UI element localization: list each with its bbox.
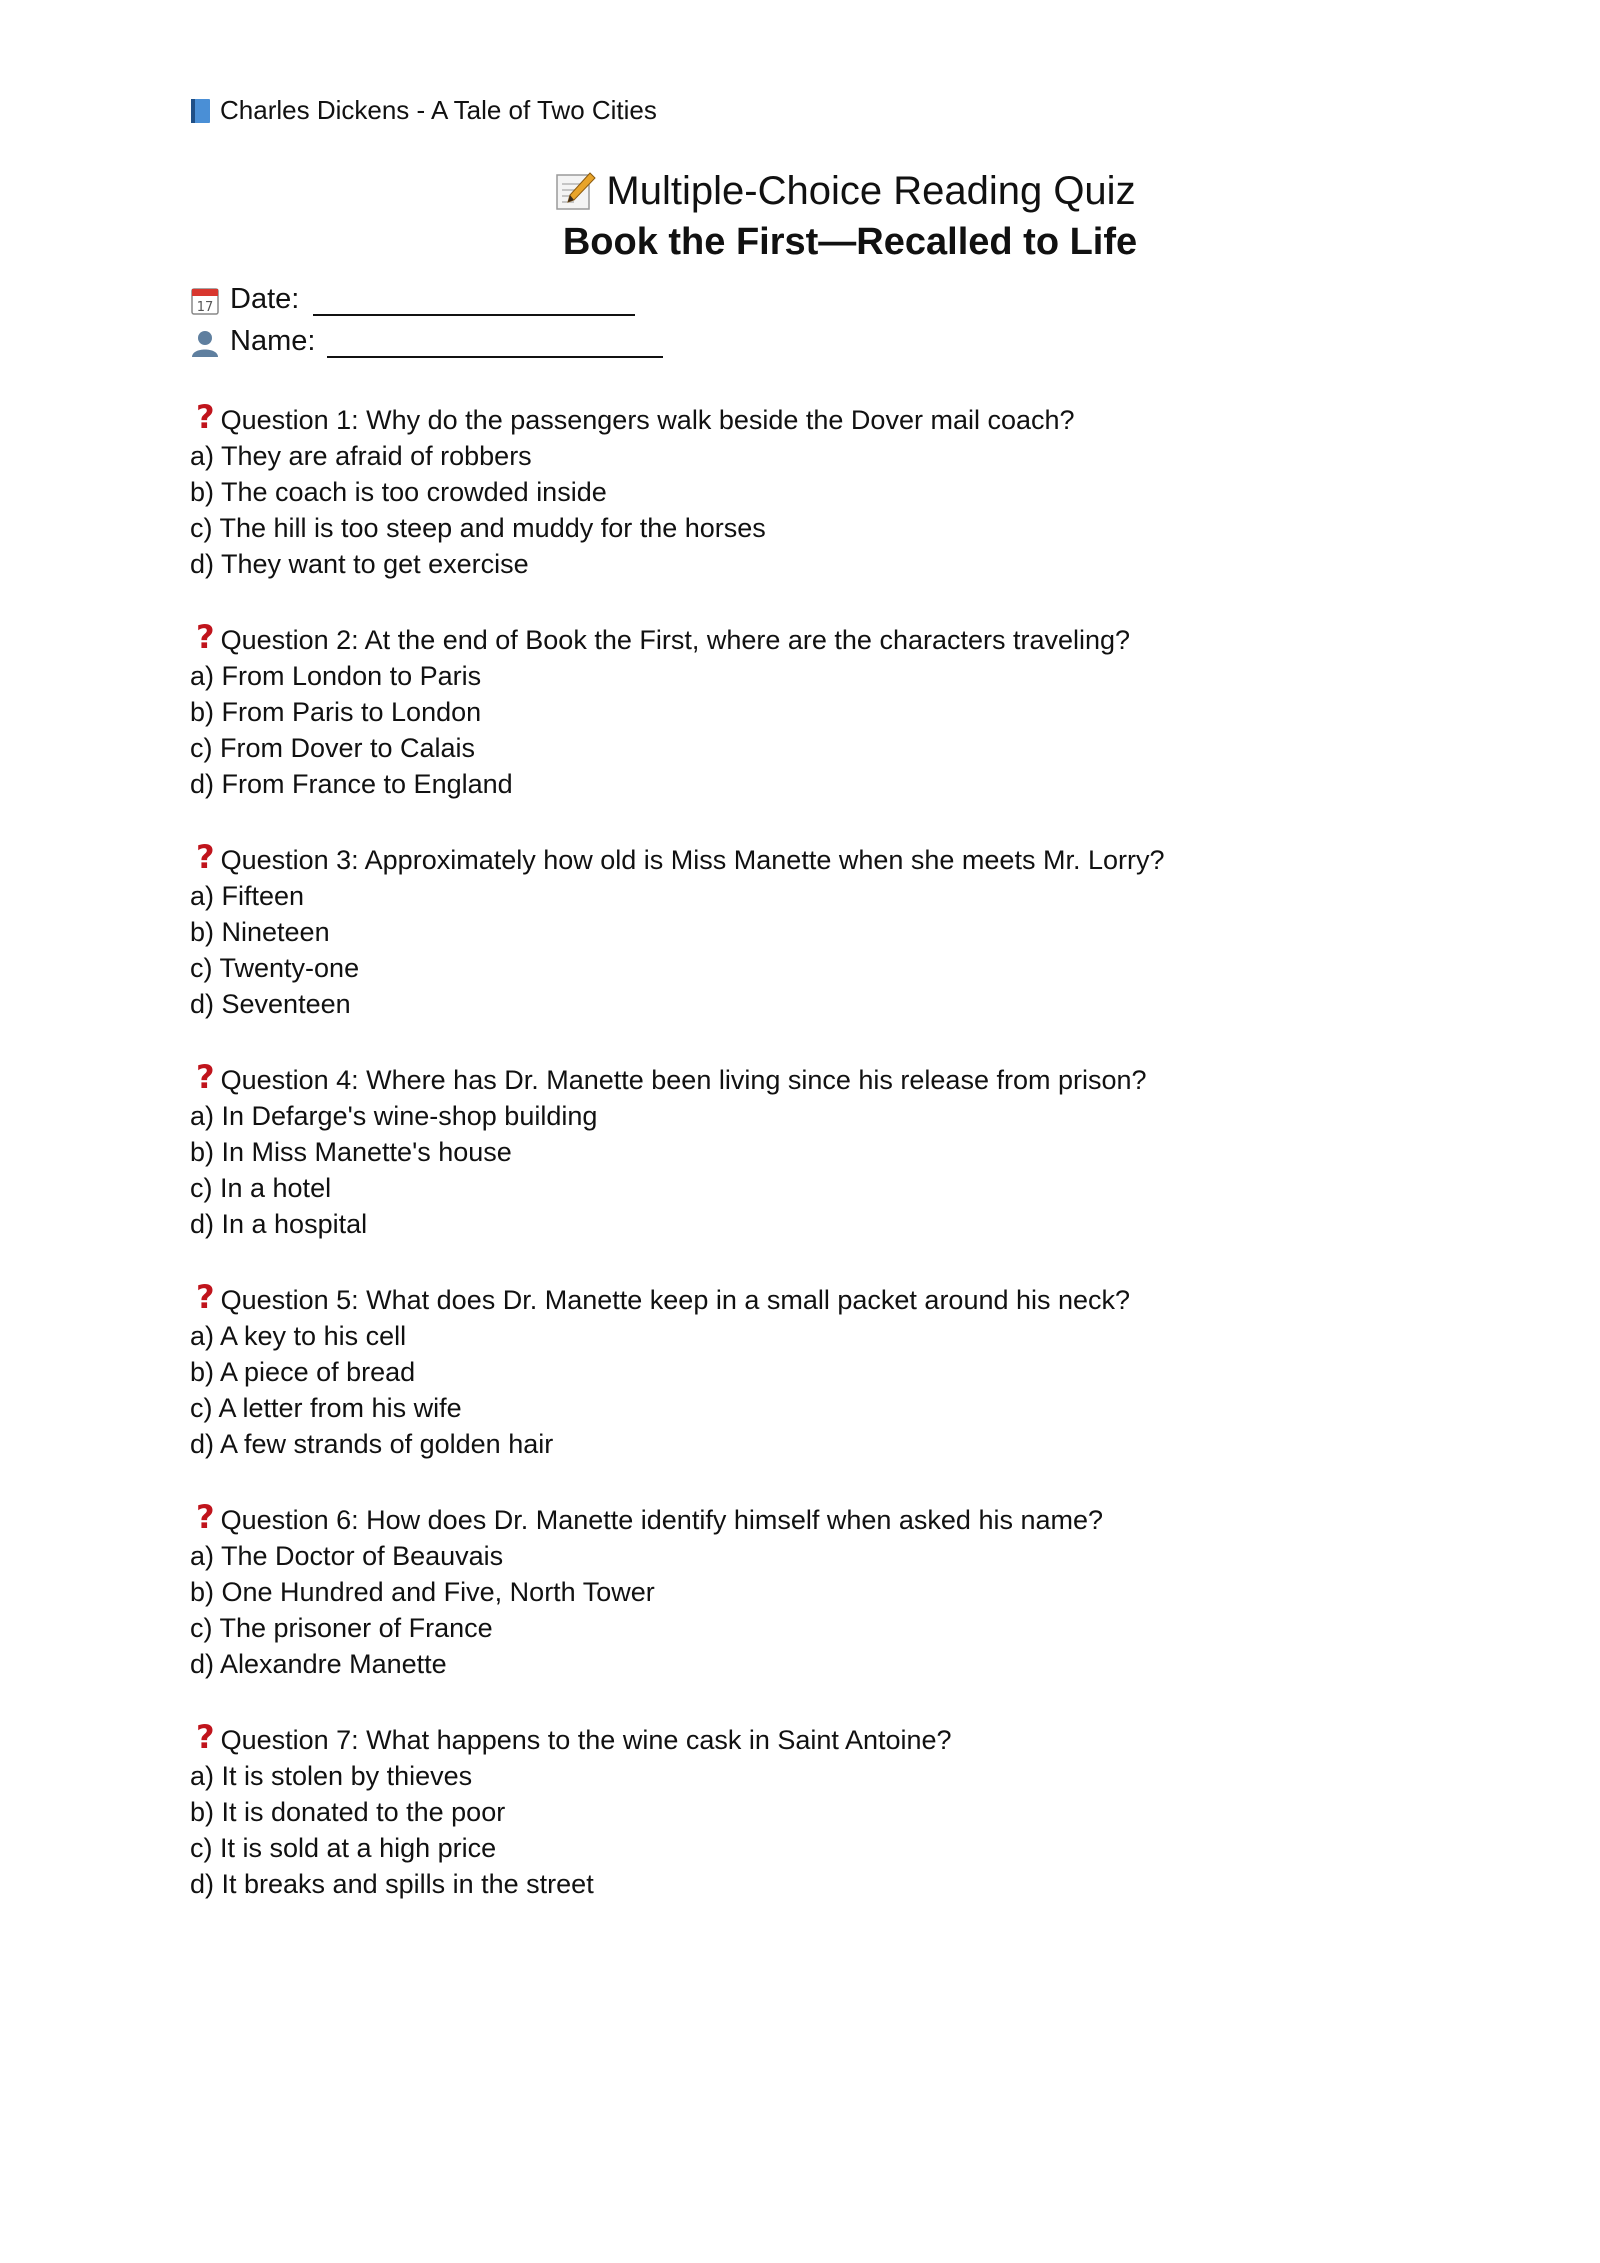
red-question-mark-icon: ? — [196, 1278, 215, 1316]
page-subtitle: Book the First—Recalled to Life — [562, 221, 1138, 263]
question-text: Question 7: What happens to the wine cask in Saint Antoine? — [220, 1725, 952, 1755]
answer-option[interactable]: a) In Defarge's wine-shop building — [190, 1101, 598, 1131]
date-label: Date: — [230, 283, 300, 315]
question-line — [190, 1718, 1440, 1758]
questions-list — [190, 398, 1440, 1942]
answer-option[interactable]: a) From London to Paris — [190, 661, 482, 691]
answer-option[interactable]: c) Twenty-one — [190, 953, 360, 983]
question-block — [190, 1718, 1440, 1942]
answer-option[interactable]: a) Fifteen — [190, 881, 305, 911]
answer-option[interactable]: d) A few strands of golden hair — [190, 1429, 554, 1459]
red-question-mark-icon: ? — [196, 838, 215, 876]
question-line — [190, 1498, 1440, 1538]
red-question-mark-icon: ? — [196, 1498, 215, 1536]
question-text: Question 5: What does Dr. Manette keep in a small packet around his neck? — [220, 1285, 1131, 1315]
answer-option[interactable]: d) Seventeen — [190, 989, 351, 1019]
answer-option[interactable]: a) The Doctor of Beauvais — [190, 1541, 504, 1571]
question-text: Question 1: Why do the passengers walk beside the Dover mail coach? — [220, 405, 1075, 435]
answer-option[interactable]: b) A piece of bread — [190, 1357, 416, 1387]
question-block — [190, 398, 1440, 622]
answer-option[interactable]: c) It is sold at a high price — [190, 1833, 497, 1863]
question-text: Question 6: How does Dr. Manette identify himself when asked his name? — [220, 1505, 1104, 1535]
red-question-mark-icon: ? — [196, 1718, 215, 1756]
red-question-mark-icon: ? — [196, 398, 215, 436]
question-block — [190, 838, 1440, 1062]
red-question-mark-icon: ? — [196, 618, 215, 656]
answer-option[interactable]: d) From France to England — [190, 769, 513, 799]
answer-option[interactable]: b) One Hundred and Five, North Tower — [190, 1577, 655, 1607]
answer-option[interactable]: c) A letter from his wife — [190, 1393, 462, 1423]
answer-option[interactable]: b) It is donated to the poor — [190, 1797, 506, 1827]
answer-option[interactable]: d) In a hospital — [190, 1209, 368, 1239]
name-field — [190, 325, 663, 358]
question-block — [190, 1498, 1440, 1722]
answer-option[interactable]: b) The coach is too crowded inside — [190, 477, 607, 507]
calendar-icon — [190, 286, 220, 316]
answer-option[interactable]: b) In Miss Manette's house — [190, 1137, 512, 1167]
memo-pencil-icon — [554, 170, 596, 212]
question-line — [190, 1058, 1440, 1098]
answer-option[interactable]: b) From Paris to London — [190, 697, 482, 727]
answer-option[interactable]: a) It is stolen by thieves — [190, 1761, 473, 1791]
question-block — [190, 618, 1440, 842]
answer-option[interactable]: a) A key to his cell — [190, 1321, 407, 1351]
date-field — [190, 283, 635, 316]
answer-option[interactable]: a) They are afraid of robbers — [190, 441, 532, 471]
question-block — [190, 1278, 1440, 1502]
document-header — [190, 95, 657, 126]
name-label: Name: — [230, 325, 316, 357]
blue-book-icon — [190, 97, 212, 125]
question-line — [190, 618, 1440, 658]
name-input-line[interactable] — [327, 328, 663, 358]
question-line — [190, 398, 1440, 438]
red-question-mark-icon: ? — [196, 1058, 215, 1096]
question-block — [190, 1058, 1440, 1282]
book-title-text: Charles Dickens - A Tale of Two Cities — [220, 95, 657, 125]
quiz-title-text: Multiple-Choice Reading Quiz — [606, 168, 1136, 213]
question-text: Question 3: Approximately how old is Miss Manette when she meets Mr. Lorry? — [220, 845, 1165, 875]
answer-option[interactable]: d) They want to get exercise — [190, 549, 529, 579]
svg-text:17: 17 — [196, 300, 214, 315]
question-line — [190, 1278, 1440, 1318]
answer-option[interactable]: d) It breaks and spills in the street — [190, 1869, 594, 1899]
question-line — [190, 838, 1440, 878]
date-input-line[interactable] — [313, 286, 635, 316]
question-text: Question 4: Where has Dr. Manette been living since his release from prison? — [220, 1065, 1147, 1095]
person-silhouette-icon — [190, 328, 220, 358]
answer-option[interactable]: d) Alexandre Manette — [190, 1649, 447, 1679]
page-title — [90, 165, 1600, 217]
question-text: Question 2: At the end of Book the First, where are the characters traveling? — [220, 625, 1131, 655]
quiz-title-block — [0, 165, 1600, 264]
answer-option[interactable]: c) In a hotel — [190, 1173, 332, 1203]
answer-option[interactable]: c) From Dover to Calais — [190, 733, 476, 763]
answer-option[interactable]: b) Nineteen — [190, 917, 330, 947]
answer-option[interactable]: c) The hill is too steep and muddy for the horses — [190, 513, 766, 543]
answer-option[interactable]: c) The prisoner of France — [190, 1613, 493, 1643]
